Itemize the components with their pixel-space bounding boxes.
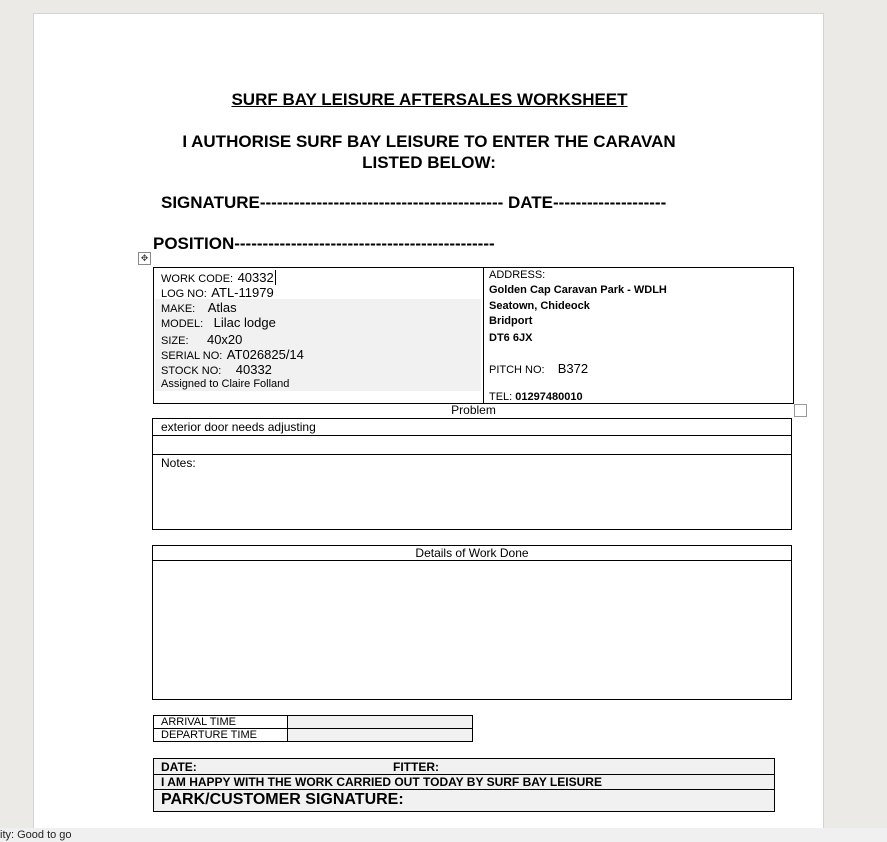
work-done-table xyxy=(152,545,792,700)
divider xyxy=(153,435,791,436)
fitter-label: FITTER: xyxy=(393,760,439,774)
make-row: MAKE: Atlas xyxy=(161,300,237,315)
signoff-table xyxy=(153,758,775,812)
divider xyxy=(154,789,774,790)
document-title: SURF BAY LEISURE AFTERSALES WORKSHEET xyxy=(231,90,628,109)
arrival-row xyxy=(154,716,473,729)
work-done-heading: Details of Work Done xyxy=(415,546,529,560)
tel-row: TEL: 01297480010 xyxy=(489,391,583,403)
address-line4: DT6 6JX xyxy=(489,332,533,344)
time-table xyxy=(153,715,473,742)
make-value: Atlas xyxy=(207,300,237,315)
pitch-value: B372 xyxy=(557,361,589,376)
address-line1: Golden Cap Caravan Park - WDLH xyxy=(489,284,667,296)
document-page xyxy=(33,13,824,829)
arrival-label: ARRIVAL TIME xyxy=(154,716,288,729)
customer-signature-label: PARK/CUSTOMER SIGNATURE: xyxy=(161,791,404,808)
departure-time-field[interactable] xyxy=(288,729,473,742)
size-value: 40x20 xyxy=(206,332,243,347)
pitch-row: PITCH NO: B372 xyxy=(489,361,589,376)
address-line3: Bridport xyxy=(489,315,533,327)
model-value: Lilac lodge xyxy=(213,315,276,330)
departure-row xyxy=(154,729,473,742)
address-line2: Seatown, Chideock xyxy=(489,300,590,312)
caravan-details-cell xyxy=(154,268,484,403)
work-code-row: WORK CODE: 40332 xyxy=(161,270,274,285)
status-bar xyxy=(0,828,887,842)
serial-row: SERIAL NO: AT026825/14 xyxy=(161,347,304,362)
problem-heading: Problem xyxy=(451,403,496,417)
satisfaction-statement: I AM HAPPY WITH THE WORK CARRIED OUT TODAY BY SURF BAY LEISURE xyxy=(161,775,602,789)
address-label: ADDRESS: xyxy=(489,269,546,281)
row-end-marker xyxy=(794,404,807,417)
date-label: DATE: xyxy=(161,760,197,774)
size-row: SIZE: 40x20 xyxy=(161,332,243,347)
work-code-value[interactable]: 40332 xyxy=(237,270,274,285)
work-done-field[interactable] xyxy=(153,561,791,699)
departure-label: DEPARTURE TIME xyxy=(154,729,288,742)
signature-date-line: SIGNATURE------------------------------------------- DATE-------------------- xyxy=(161,193,667,212)
divider xyxy=(153,454,791,455)
problem-table xyxy=(152,418,792,530)
log-no-value: ATL-11979 xyxy=(211,285,274,300)
arrival-time-field[interactable] xyxy=(288,716,473,729)
assigned-to: Assigned to Claire Folland xyxy=(161,378,290,390)
position-line: POSITION---------------------------------------------- xyxy=(153,234,495,253)
model-row: MODEL: Lilac lodge xyxy=(161,315,276,330)
log-no-row: LOG NO: ATL-11979 xyxy=(161,285,274,300)
serial-value: AT026825/14 xyxy=(226,347,304,362)
table-move-handle-icon[interactable]: ✥ xyxy=(138,252,151,265)
stock-row: STOCK NO: 40332 xyxy=(161,362,272,377)
notes-label: Notes: xyxy=(161,456,196,470)
accessibility-status[interactable]: ity: Good to go xyxy=(0,829,72,841)
caravan-info-table xyxy=(153,267,794,404)
stock-value: 40332 xyxy=(235,362,272,377)
authorise-statement: I AUTHORISE SURF BAY LEISURE TO ENTER THE CARAVAN LISTED BELOW: xyxy=(182,132,676,172)
problem-text[interactable]: exterior door needs adjusting xyxy=(161,420,316,434)
tel-value: 01297480010 xyxy=(515,391,583,403)
